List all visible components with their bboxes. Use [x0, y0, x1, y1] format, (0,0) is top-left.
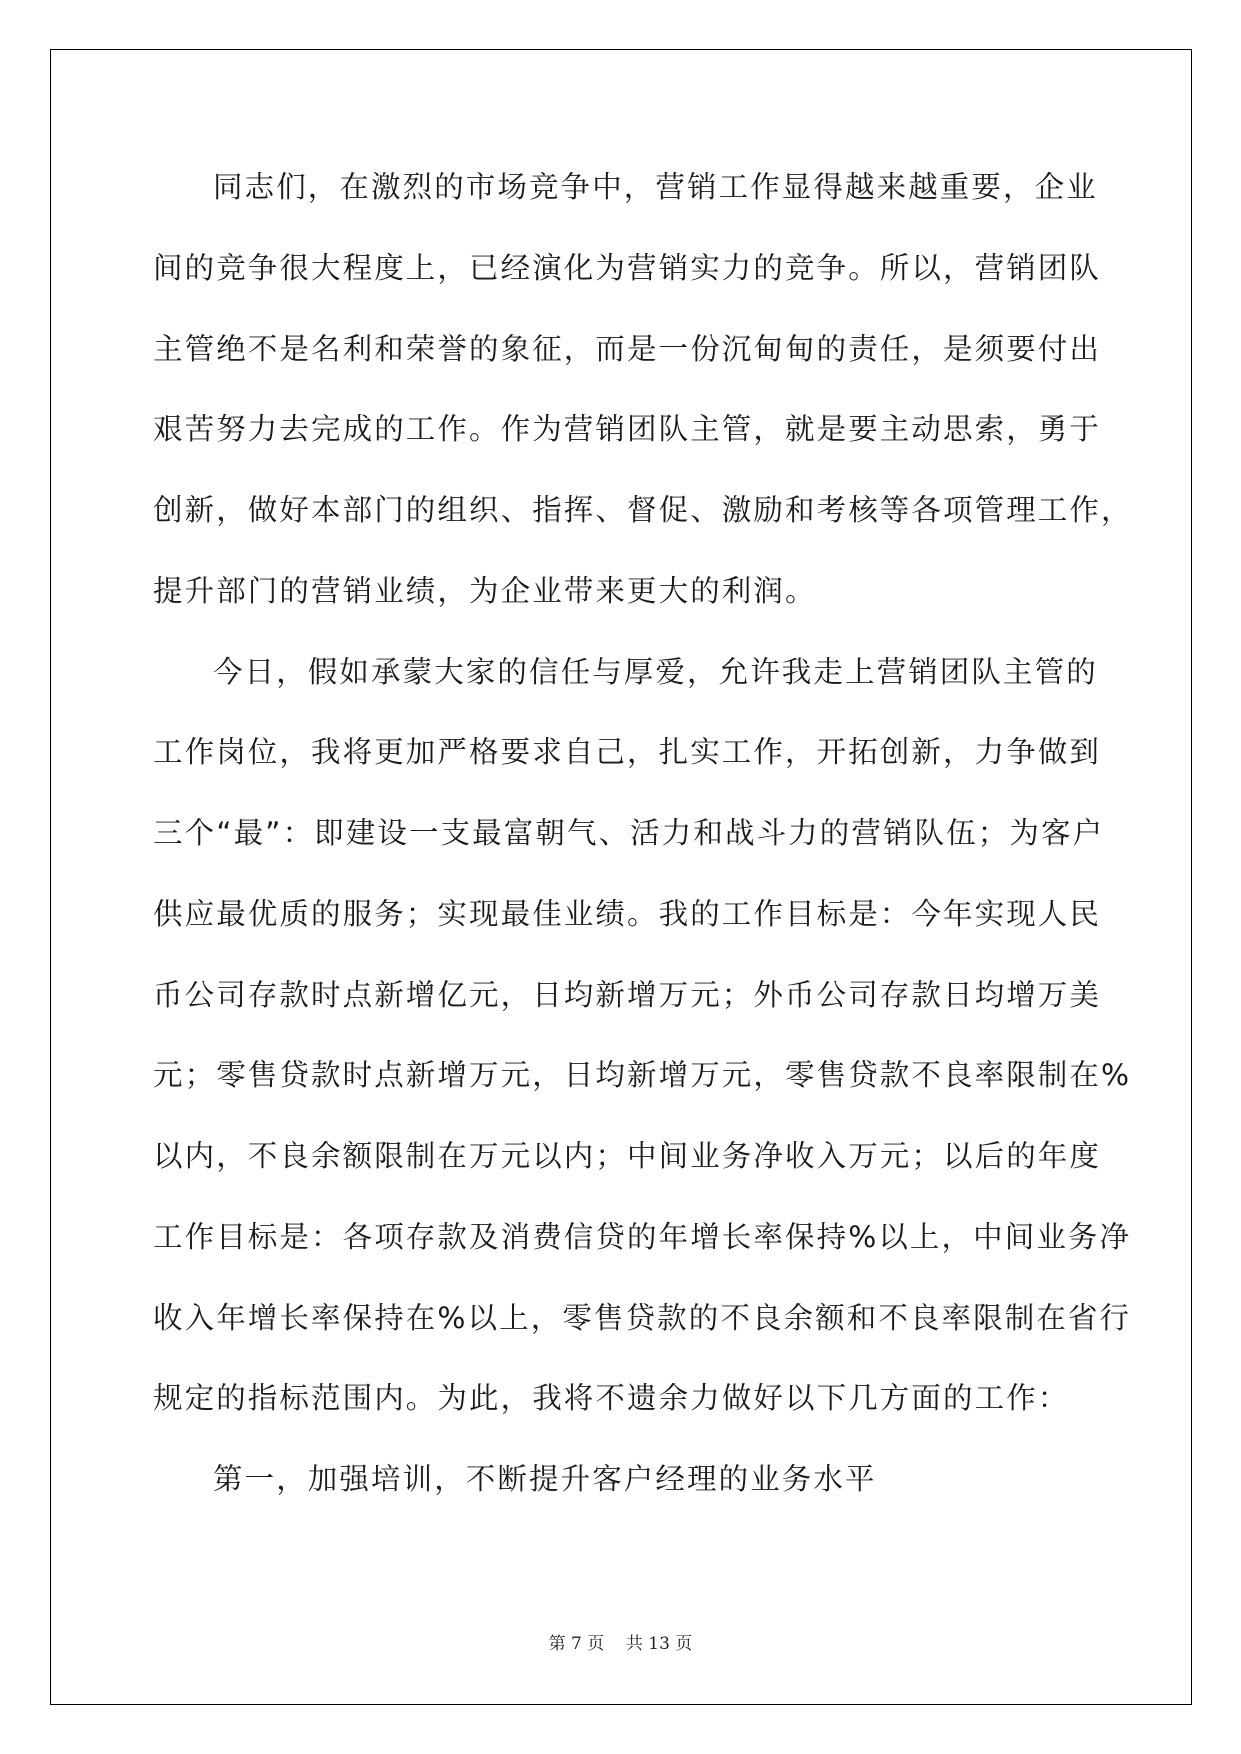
page-number: 第 7 页 — [548, 1634, 605, 1654]
body-line: 规定的指标范围内。为此，我将不遗余力做好以下几方面的工作： — [153, 1381, 1070, 1416]
body-line: 元；零售贷款时点新增万元，日均新增万元，零售贷款不良率限制在% — [153, 1058, 1132, 1093]
body-line: 工作目标是：各项存款及消费信贷的年增长率保持%以上，中间业务净 — [153, 1219, 1132, 1254]
body-line: 收入年增长率保持在%以上，零售贷款的不良余额和不良率限制在省行 — [153, 1300, 1132, 1335]
body-line: 提升部门的营销业绩，为企业带来更大的利润。 — [153, 573, 817, 608]
body-line: 三个“最”：即建设一支最富朝气、活力和战斗力的营销队伍；为客户 — [153, 816, 1105, 850]
footer-separator — [604, 1634, 626, 1654]
body-line: 同志们，在激烈的市场竞争中，营销工作显得越来越重要，企业 — [213, 170, 1098, 204]
body-line: 间的竞争很大程度上，已经演化为营销实力的竞争。所以，营销团队 — [153, 250, 1102, 285]
page-footer — [0, 1629, 1241, 1654]
body-line: 创新，做好本部门的组织、指挥、督促、激励和考核等各项管理工作， — [153, 493, 1133, 527]
document-body — [153, 162, 1133, 1535]
page-total: 共 13 页 — [625, 1634, 693, 1654]
body-line: 以内，不良余额限制在万元以内；中间业务净收入万元；以后的年度 — [153, 1139, 1102, 1173]
body-line: 今日，假如承蒙大家的信任与厚爱，允许我走上营销团队主管的 — [213, 654, 1098, 689]
body-line: 币公司存款时点新增亿元，日均新增万元；外币公司存款日均增万美 — [153, 977, 1102, 1012]
body-line: 工作岗位，我将更加严格要求自己，扎实工作，开拓创新，力争做到 — [153, 735, 1102, 770]
body-line: 第一，加强培训，不断提升客户经理的业务水平 — [213, 1462, 877, 1496]
body-line: 主管绝不是名利和荣誉的象征，而是一份沉甸甸的责任，是须要付出 — [153, 331, 1102, 366]
body-line: 供应最优质的服务；实现最佳业绩。我的工作目标是：今年实现人民 — [153, 896, 1102, 931]
body-line: 艰苦努力去完成的工作。作为营销团队主管，就是要主动思索，勇于 — [153, 412, 1102, 447]
